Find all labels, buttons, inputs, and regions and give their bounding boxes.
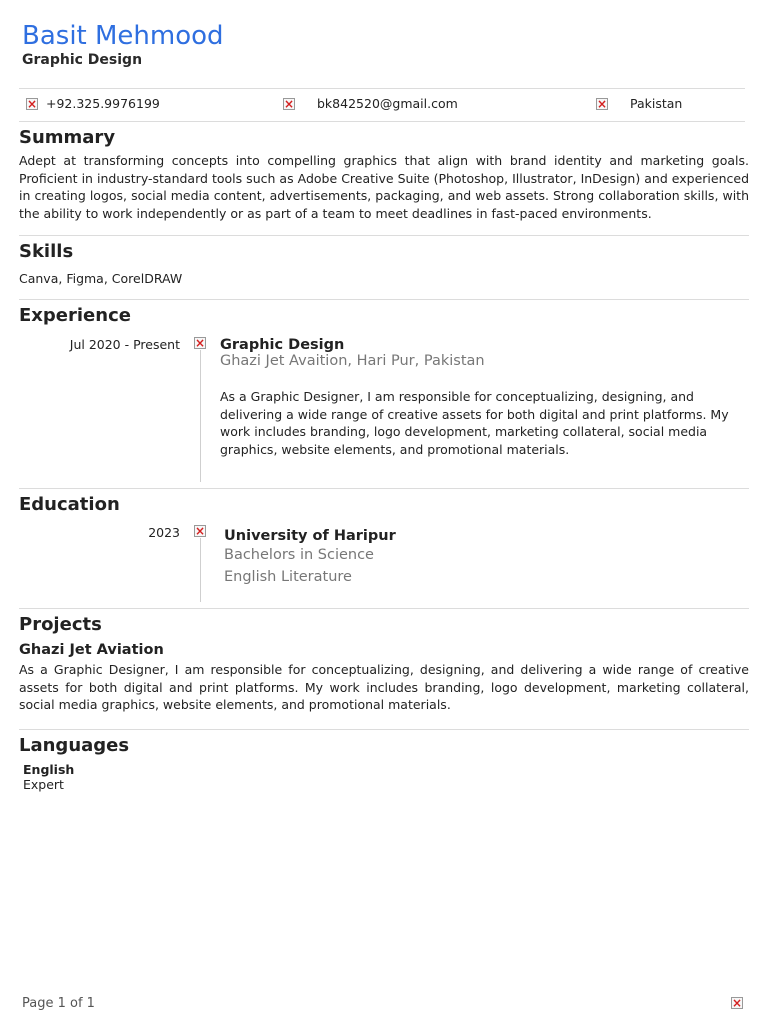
contact-location — [596, 96, 682, 111]
phone-text: +92.325.9976199 — [46, 96, 160, 111]
projects-heading: Projects — [19, 614, 102, 635]
experience-company: Ghazi Jet Avaition, Hari Pur, Pakistan — [220, 353, 485, 369]
resume-header — [22, 18, 224, 68]
education-entry — [224, 528, 724, 588]
timeline-marker-icon — [194, 337, 206, 349]
experience-date: Jul 2020 - Present — [69, 337, 180, 352]
experience-entry — [220, 337, 740, 458]
education-date: 2023 — [148, 525, 180, 540]
languages-section — [19, 735, 749, 756]
contact-bar — [19, 88, 745, 122]
experience-heading: Experience — [19, 305, 131, 326]
education-degree: Bachelors in Science — [224, 547, 374, 563]
email-icon — [283, 98, 295, 110]
divider — [19, 729, 749, 730]
project-description: As a Graphic Designer, I am responsible for conceptualizing, designing, and delivering a wide range of creative assets for both digital and print platforms. My work includes branding, logo development, marketing collateral, social media graphics, website elements, and promotional materials. — [19, 662, 749, 712]
page-number: Page 1 of 1 — [22, 996, 95, 1011]
divider — [19, 235, 749, 236]
contact-phone — [26, 96, 160, 111]
skills-heading: Skills — [19, 241, 74, 262]
contact-email — [283, 96, 458, 111]
experience-role: Graphic Design — [220, 337, 345, 353]
timeline-line — [200, 538, 201, 602]
candidate-title: Graphic Design — [22, 52, 143, 68]
summary-text: Adept at transforming concepts into compelling graphics that align with brand identity and marketing goals. Proficient in industry-standard tools such as Adobe Creative Suite (Photoshop, Illustrator, InDesign) and experienced in creating logos, social media content, advertisements, packaging, and web assets. Strong collaboration skills, with the ability to work independently or as part of a team to meet deadlines in fast-paced environments. — [19, 153, 749, 221]
timeline-marker-icon — [194, 525, 206, 537]
projects-section — [19, 614, 749, 714]
summary-section — [19, 127, 749, 222]
experience-description: As a Graphic Designer, I am responsible for conceptualizing, designing, and delivering a wide range of creative assets for both digital and print platforms. My work includes branding, logo development, marketing collateral, social media graphics, website elements, and promotional materials. — [220, 389, 729, 457]
language-name: English — [23, 762, 75, 777]
timeline-line — [200, 350, 201, 482]
summary-heading: Summary — [19, 127, 116, 148]
skills-text: Canva, Figma, CorelDRAW — [19, 271, 183, 286]
language-entry — [23, 762, 74, 792]
location-icon — [596, 98, 608, 110]
education-section — [19, 494, 749, 515]
candidate-name: Basit Mehmood — [22, 21, 224, 51]
languages-heading: Languages — [19, 735, 130, 756]
footer-logo-icon — [731, 997, 743, 1009]
divider — [19, 608, 749, 609]
email-text[interactable]: bk842520@gmail.com — [317, 96, 458, 111]
location-text: Pakistan — [630, 96, 683, 111]
divider — [19, 488, 749, 489]
phone-icon — [26, 98, 38, 110]
project-name: Ghazi Jet Aviation — [19, 642, 164, 658]
education-school: University of Haripur — [224, 528, 396, 544]
divider — [19, 299, 749, 300]
experience-section — [19, 305, 749, 326]
language-level: Expert — [23, 777, 64, 792]
education-field: English Literature — [224, 569, 352, 585]
education-heading: Education — [19, 494, 120, 515]
skills-section — [19, 241, 749, 288]
